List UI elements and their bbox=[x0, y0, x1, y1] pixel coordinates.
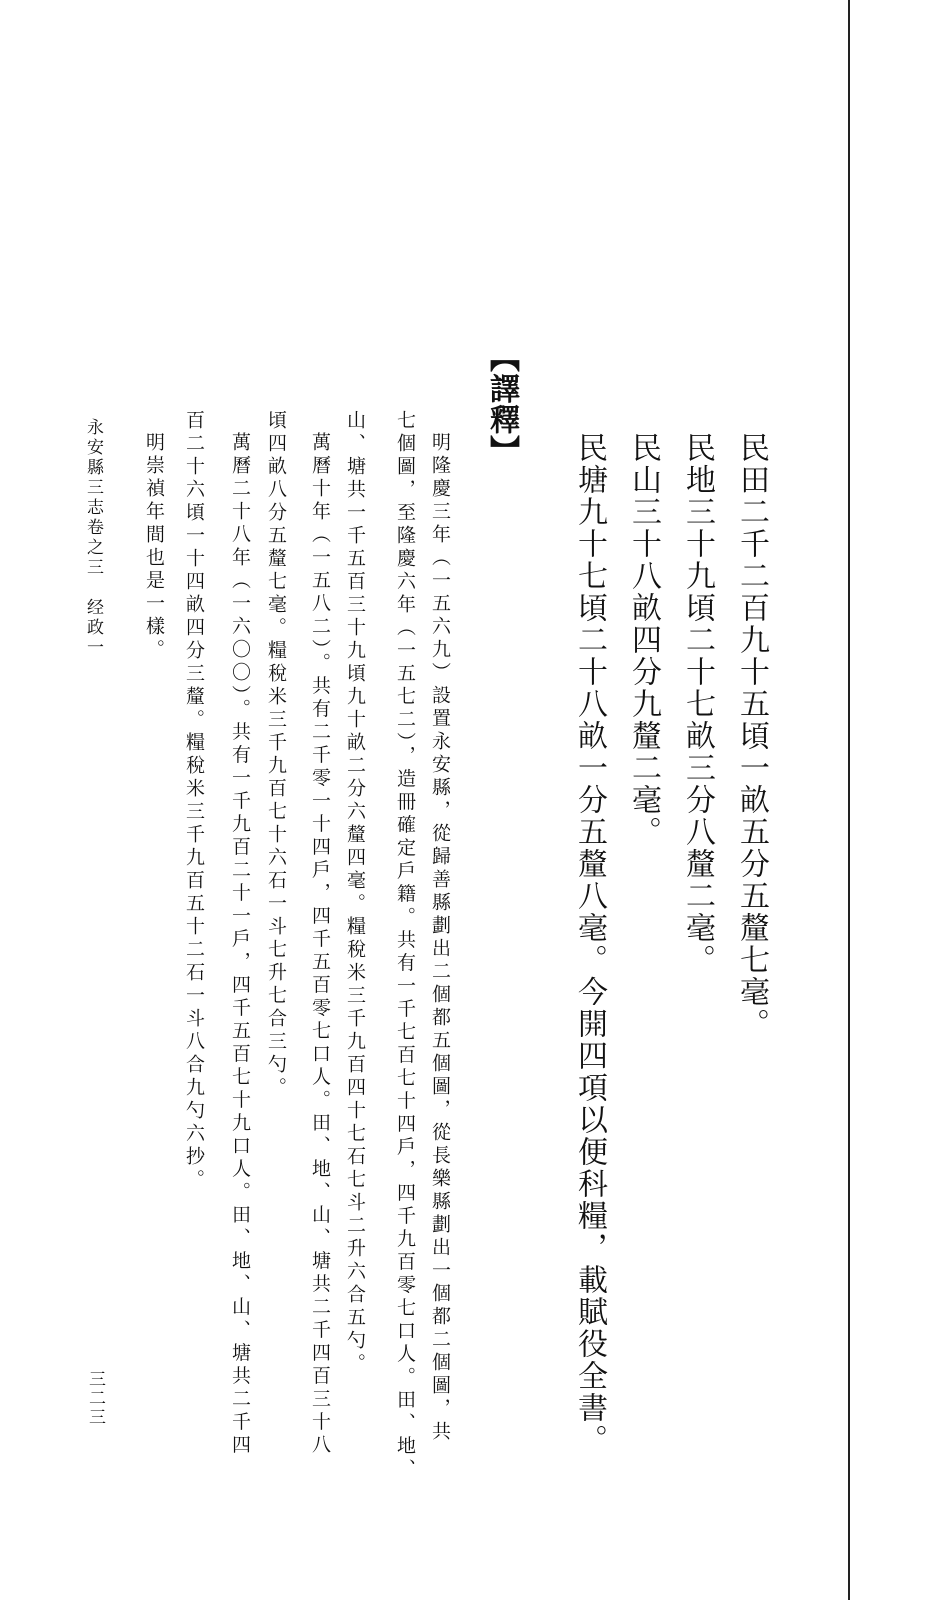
translation-line-1: 明隆慶三年（一五六九）設置永安縣，從歸善縣劃出二個都五個圖，從長樂縣劃出一個都二個圖，共 bbox=[429, 432, 451, 1444]
main-entry-2: 民地三十九頃二十七畝三分八釐二毫。 bbox=[680, 432, 715, 976]
page-number: 三二三 bbox=[85, 1370, 105, 1427]
translation-line-3: 山、塘共一千五百三十九頃九十畝二分六釐四毫。糧稅米三千九百四十七石七斗二升六合五勺。 bbox=[344, 410, 366, 1376]
main-entry-4: 民塘九十七頃二十八畝一分五釐八毫。今開四項以便科糧，載賦役全書。 bbox=[572, 432, 607, 1456]
translation-line-5: 頃四畝八分五釐七毫。糧稅米三千九百七十六石一斗七升七合三勺。 bbox=[265, 410, 287, 1100]
translation-line-2: 七個圖，至隆慶六年（一五七二），造冊確定戶籍。共有一千七百七十四戶，四千九百零七口人。田、地、 bbox=[394, 410, 416, 1482]
book-title: 永安縣三志卷之三 经政一 bbox=[83, 418, 103, 658]
translation-line-6: 萬曆二十八年（一六〇〇）。共有一千九百二十一戶，四千五百七十九口人。田、地、山、塘共二千四 bbox=[229, 432, 251, 1458]
page-edge-line bbox=[848, 0, 850, 1600]
section-heading: 【譯釋】 bbox=[484, 342, 519, 466]
translation-line-4: 萬曆十年（一五八二）。共有二千零一十四戶，四千五百零七口人。田、地、山、塘共二千四百三十八 bbox=[309, 432, 331, 1458]
translation-line-8: 明崇禎年間也是一樣。 bbox=[143, 432, 165, 662]
translation-line-7: 百二十六頃一十四畝四分三釐。糧稅米三千九百五十二石一斗八合九勺六抄。 bbox=[183, 410, 205, 1192]
main-entry-3: 民山三十八畝四分九釐二毫。 bbox=[626, 432, 661, 848]
main-entry-1: 民田二千二百九十五頃一畝五分五釐七毫。 bbox=[734, 432, 769, 1040]
